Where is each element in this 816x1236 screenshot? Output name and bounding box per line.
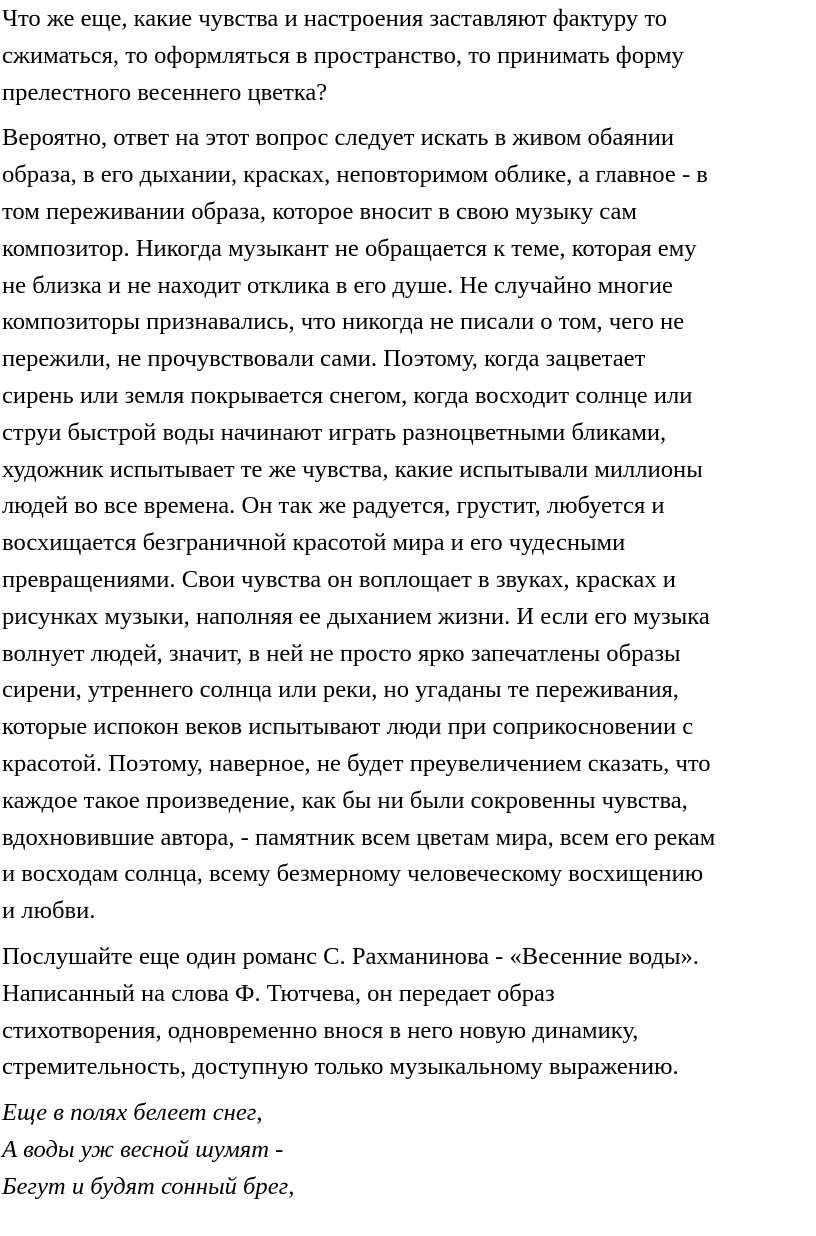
text-line: стихотворения, одновременно внося в него новую динамику, (2, 1016, 639, 1044)
text-line: пережили, не прочувствовали сами. Поэтому, когда зацветает (2, 345, 646, 373)
text-line: волнует людей, значит, в ней не просто ярко запечатлены образы (2, 639, 681, 667)
text-line: струи быстрой воды начинают играть разноцветными бликами, (2, 418, 667, 446)
text-line: которые испокон веков испытывают люди при соприкосновении с (2, 713, 694, 741)
text-line: не близка и не находит отклика в его душе. Не случайно многие (2, 271, 673, 299)
text-line: композитор. Никогда музыкант не обращается к теме, которая ему (2, 234, 697, 262)
text-line: красотой. Поэтому, наверное, не будет преувеличением сказать, что (2, 749, 711, 777)
text-line: Что же еще, какие чувства и настроения заставляют фактуру то (2, 5, 668, 32)
text-line: Написанный на слова Ф. Тютчева, он передает образ (2, 979, 555, 1007)
text-line: сирень или земля покрывается снегом, когда восходит солнце или (2, 381, 693, 409)
text-line: сирени, утреннего солнца или реки, но угаданы те переживания, (2, 676, 679, 704)
text-line: вдохновившие автора, - памятник всем цветам мира, всем его рекам (2, 823, 716, 851)
text-line: стремительность, доступную только музыкальному выражению. (2, 1053, 679, 1081)
text-line: и любви. (2, 897, 96, 925)
text-line: художник испытывает те же чувства, какие испытывали миллионы (2, 455, 703, 483)
text-line: превращениями. Свои чувства он воплощает в звуках, красках и (2, 565, 676, 593)
text-line: каждое такое произведение, как бы ни были сокровенны чувства, (2, 786, 688, 814)
text-line: образа, в его дыхании, красках, неповторимом облике, а главное - в (2, 161, 708, 189)
text-line: Вероятно, ответ на этот вопрос следует искать в живом обаянии (2, 124, 675, 152)
text-line: прелестного весеннего цветка? (2, 78, 328, 106)
paragraph-1 (2, 1, 816, 111)
text-line: восхищается безграничной красотой мира и его чудесными (2, 529, 626, 557)
text-line: сжиматься, то оформляться в пространство, то принимать форму (2, 41, 684, 69)
text-line: людей во все времена. Он так же радуется, грустит, любуется и (2, 492, 665, 520)
verse-line: А воды уж весной шумят - (2, 1135, 284, 1163)
paragraph-2 (2, 120, 816, 930)
paragraph-3 (2, 939, 816, 1086)
text-line: Послушайте еще один романс С. Рахманинова - «Весенние воды». (2, 942, 699, 970)
text-line: и восходам солнца, всему безмерному человеческому восхищению (2, 860, 704, 888)
text-line: рисунках музыки, наполняя ее дыханием жизни. И если его музыка (2, 602, 710, 630)
text-line: том переживании образа, которое вносит в свою музыку сам (2, 197, 637, 225)
verse-line: Еще в полях белеет снег, (2, 1099, 263, 1127)
poem-excerpt (2, 1095, 816, 1205)
text-line: композиторы признавались, что никогда не писали о том, чего не (2, 308, 685, 336)
verse-line: Бегут и будят сонный брег, (2, 1172, 295, 1200)
